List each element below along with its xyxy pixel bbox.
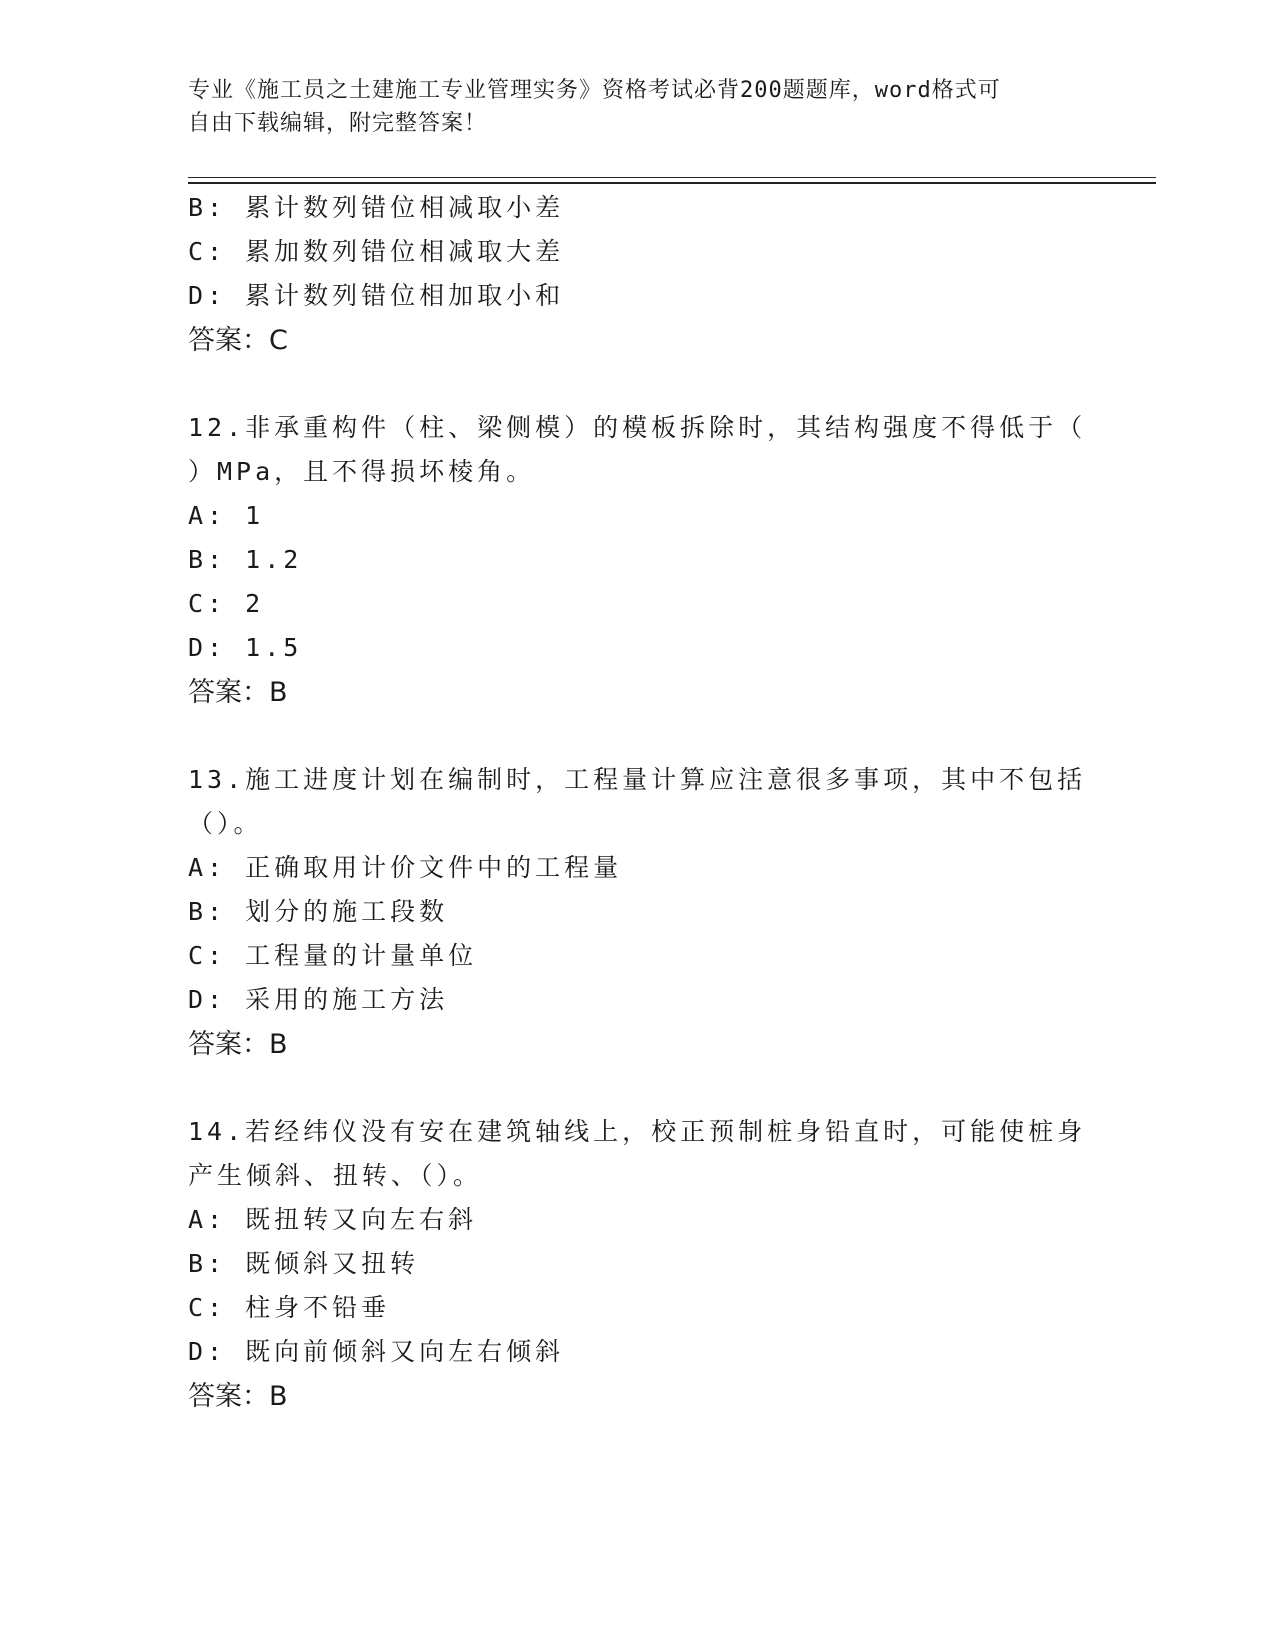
q14-stem-line-1: 14.若经纬仪没有安在建筑轴线上，校正预制桩身铅直时，可能使桩身 [188, 1117, 1087, 1146]
q14-option-b: B: 既倾斜又扭转 [188, 1249, 420, 1278]
q14-option-a: A: 既扭转又向左右斜 [188, 1205, 478, 1234]
document-header [188, 74, 1088, 140]
header-line-1: 专业《施工员之土建施工专业管理实务》资格考试必背200题题库，word格式可 [188, 78, 1001, 103]
q12-option-b: B: 1.2 [188, 545, 303, 574]
q12-answer: 答案：B [188, 677, 288, 708]
header-divider-thick [188, 182, 1156, 184]
q13-answer: 答案：B [188, 1029, 288, 1060]
q14-option-d: D: 既向前倾斜又向左右倾斜 [188, 1337, 565, 1366]
q13-option-d: D: 采用的施工方法 [188, 985, 449, 1014]
q11-option-c: C: 累加数列错位相减取大差 [188, 237, 565, 266]
q12-option-a: A: 1 [188, 501, 265, 530]
q14-answer: 答案：B [188, 1381, 288, 1412]
q14-option-c: C: 柱身不铅垂 [188, 1293, 391, 1322]
q11-option-d: D: 累计数列错位相加取小和 [188, 281, 565, 310]
q12-option-d: D: 1.5 [188, 633, 303, 662]
q13-option-a: A: 正确取用计价文件中的工程量 [188, 853, 623, 882]
header-divider-thin [188, 177, 1156, 178]
q13-option-b: B: 划分的施工段数 [188, 897, 449, 926]
q13-stem-line-1: 13.施工进度计划在编制时，工程量计算应注意很多事项，其中不包括 [188, 765, 1087, 794]
header-line-2: 自由下载编辑，附完整答案！ [188, 111, 488, 136]
q12-stem-line-2: ）MPa，且不得损坏棱角。 [188, 457, 536, 486]
q14-stem-line-2: 产生倾斜、扭转、（）。 [188, 1161, 483, 1190]
q11-answer: 答案：C [188, 325, 288, 356]
q13-stem-line-2: （）。 [188, 809, 263, 838]
q13-option-c: C: 工程量的计量单位 [188, 941, 478, 970]
q11-option-b: B: 累计数列错位相减取小差 [188, 193, 565, 222]
q12-option-c: C: 2 [188, 589, 265, 618]
q12-stem-line-1: 12.非承重构件（柱、梁侧模）的模板拆除时，其结构强度不得低于（ [188, 413, 1087, 442]
